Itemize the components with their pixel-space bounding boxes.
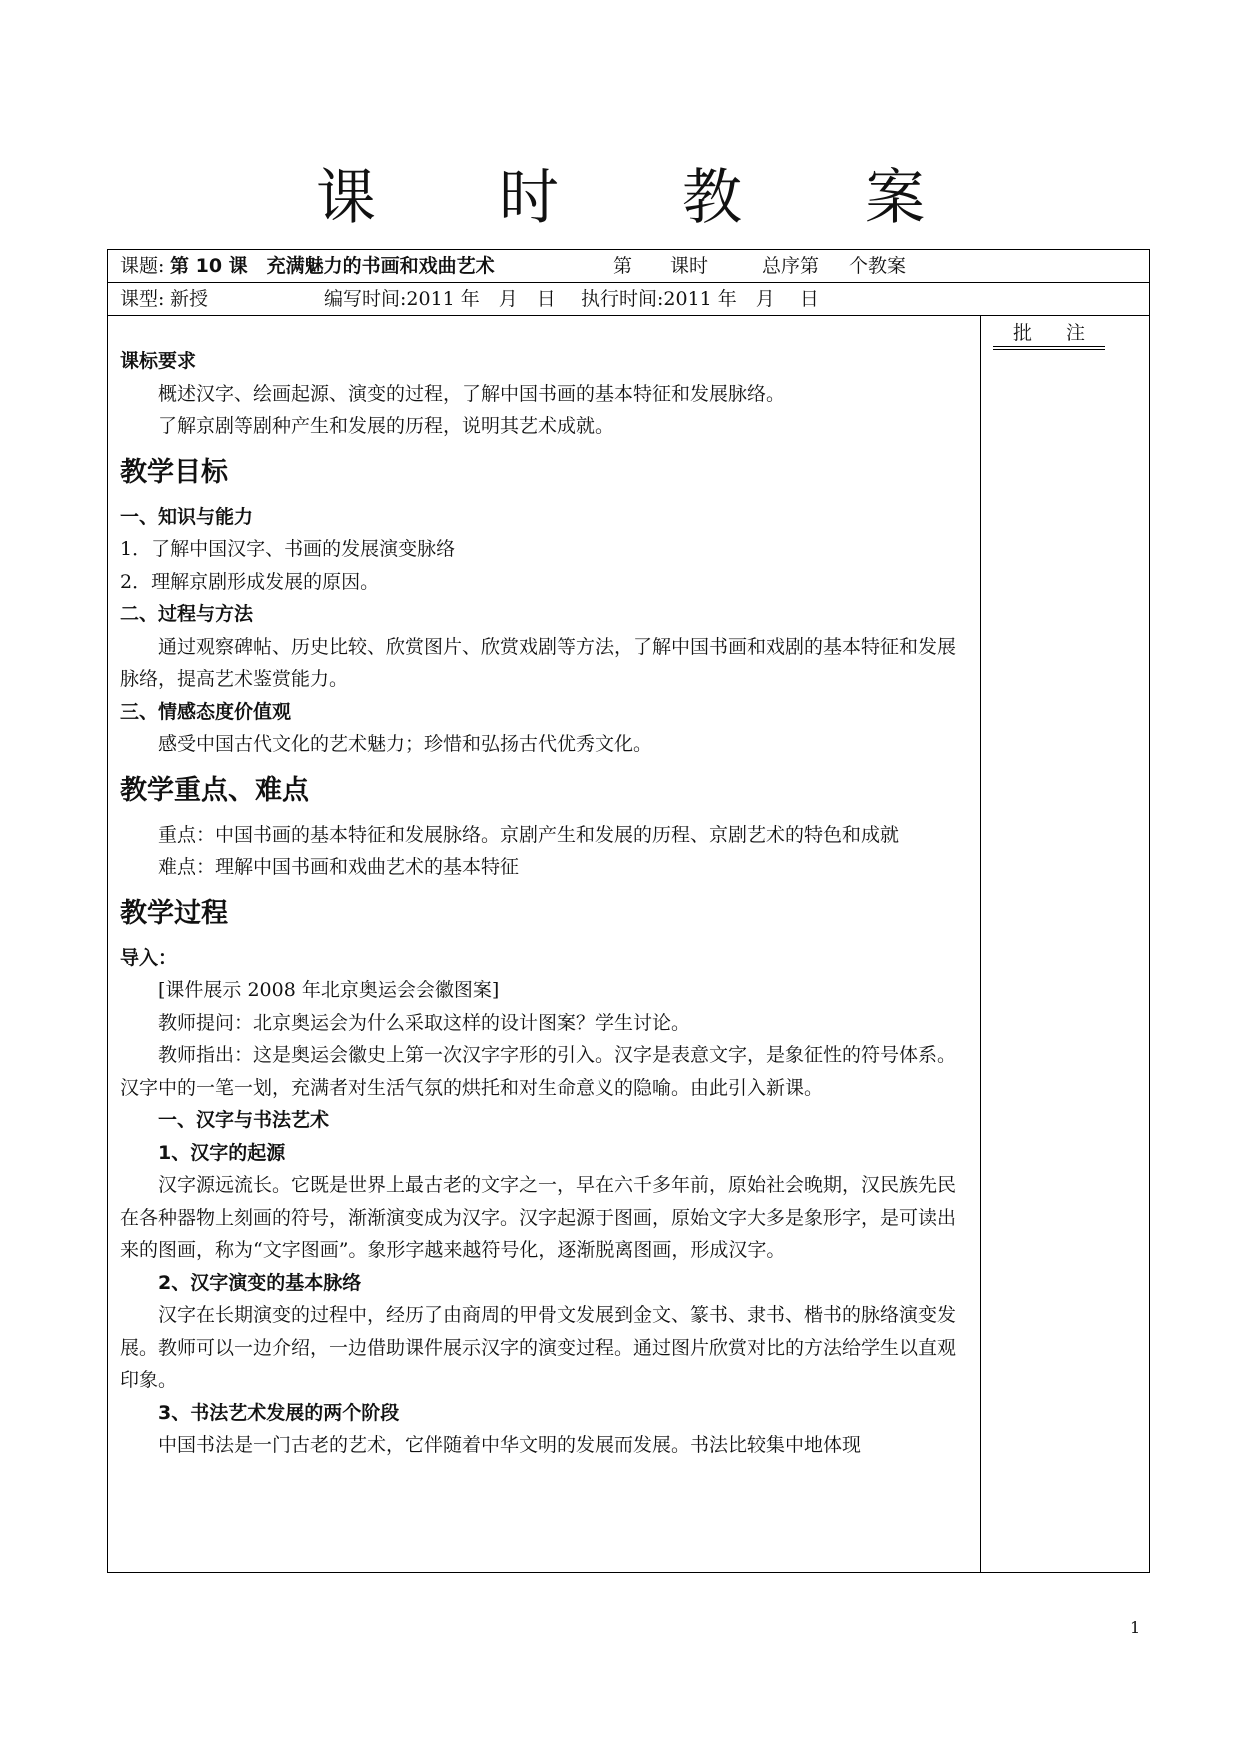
section-1-2-text: 汉字在长期演变的过程中，经历了由商周的甲骨文发展到金文、篆书、隶书、楷书的脉络演变发展。教师可以一边介绍，一边借助课件展示汉字的演变过程。通过图片欣赏对比的方法给学生以直观印象。 xyxy=(120,1304,957,1391)
intro-paragraph-1: [课件展示 2008 年北京奥运会会徽图案] xyxy=(158,979,500,1001)
key-paragraph-2: 难点：理解中国书画和戏曲艺术的基本特征 xyxy=(158,856,520,878)
goal-section-3: 三、情感态度价值观 xyxy=(120,700,292,723)
key-paragraph-1: 重点：中国书画的基本特征和发展脉络。京剧产生和发展的历程、京剧艺术的特色和成就 xyxy=(158,823,900,846)
written-time: 编写时间:2011 年 月 日 xyxy=(324,288,556,310)
process-title: 教学过程 xyxy=(120,897,228,929)
section-1-2-title: 2、汉字演变的基本脉络 xyxy=(158,1271,362,1294)
intro-title: 导入： xyxy=(120,946,178,969)
std-paragraph-2: 了解京剧等剧种产生和发展的历程，说明其艺术成就。 xyxy=(158,415,615,437)
section-1-1-title: 1、汉字的起源 xyxy=(158,1141,286,1164)
goal-section-3-text: 感受中国古代文化的艺术魅力；珍惜和弘扬古代优秀文化。 xyxy=(158,733,653,755)
serial-field xyxy=(762,250,906,283)
intro-paragraph-2: 教师提问：北京奥运会为什么采取这样的设计图案？学生讨论。 xyxy=(158,1011,691,1034)
exec-time: 执行时间:2011 年 月 日 xyxy=(581,288,819,310)
header-row-topic xyxy=(108,250,1149,283)
type-value: 新授 xyxy=(170,288,209,310)
goal-title: 教学目标 xyxy=(120,456,228,488)
topic-value: 第 10 课 充满魅力的书画和戏曲艺术 xyxy=(170,255,495,277)
type-label: 课型: xyxy=(120,288,165,310)
goal-item-1: 1．了解中国汉字、书画的发展演变脉络 xyxy=(120,538,456,560)
goal-item-2: 2．理解京剧形成发展的原因。 xyxy=(120,570,380,593)
notes-column-header: 批 注 xyxy=(993,320,1105,347)
header-row-type xyxy=(108,283,1149,316)
serial-suffix: 个教案 xyxy=(849,255,907,277)
page-number: 1 xyxy=(1130,1618,1141,1637)
goal-section-2-text: 通过观察碑帖、历史比较、欣赏图片、欣赏戏剧等方法，了解中国书画和戏剧的基本特征和发展脉络，提高艺术鉴赏能力。 xyxy=(120,635,957,690)
lesson-content xyxy=(120,316,970,1462)
section-1-1-text: 汉字源远流长。它既是世界上最古老的文字之一，早在六千多年前，原始社会晚期，汉民族先民在各种器物上刻画的符号，渐渐演变成为汉字。汉字起源于图画，原始文字大多是象形字，是可读出来的图画，称为“文字图画”。象形字越来越符号化，逐渐脱离图画，形成汉字。 xyxy=(120,1174,957,1261)
period-prefix: 第 xyxy=(613,255,633,277)
key-title: 教学重点、难点 xyxy=(120,774,309,806)
serial-prefix: 总序第 xyxy=(762,255,820,277)
section-1-title: 一、汉字与书法艺术 xyxy=(158,1109,330,1131)
goal-section-2: 二、过程与方法 xyxy=(120,603,254,625)
std-title: 课标要求 xyxy=(120,350,197,372)
intro-paragraph-3: 教师指出：这是奥运会徽史上第一次汉字字形的引入。汉字是表意文字，是象征性的符号体系。汉字中的一笔一划，充满者对生活气氛的烘托和对生命意义的隐喻。由此引入新课。 xyxy=(120,1044,957,1099)
period-suffix: 课时 xyxy=(670,255,709,277)
period-field xyxy=(613,250,708,283)
goal-section-1: 一、知识与能力 xyxy=(120,505,254,528)
document-title: 课 时 教 案 xyxy=(315,163,978,233)
period-blank xyxy=(632,250,670,283)
std-paragraph-1: 概述汉字、绘画起源、演变的过程，了解中国书画的基本特征和发展脉络。 xyxy=(158,382,786,405)
section-1-3-text: 中国书法是一门古老的艺术，它伴随着中华文明的发展而发展。书法比较集中地体现 xyxy=(158,1434,862,1456)
section-1-3-title: 3、书法艺术发展的两个阶段 xyxy=(158,1401,400,1424)
lesson-plan-table xyxy=(107,249,1150,1573)
topic-label: 课题: xyxy=(120,255,165,277)
serial-blank xyxy=(819,250,849,283)
notes-column-divider xyxy=(980,316,981,1572)
